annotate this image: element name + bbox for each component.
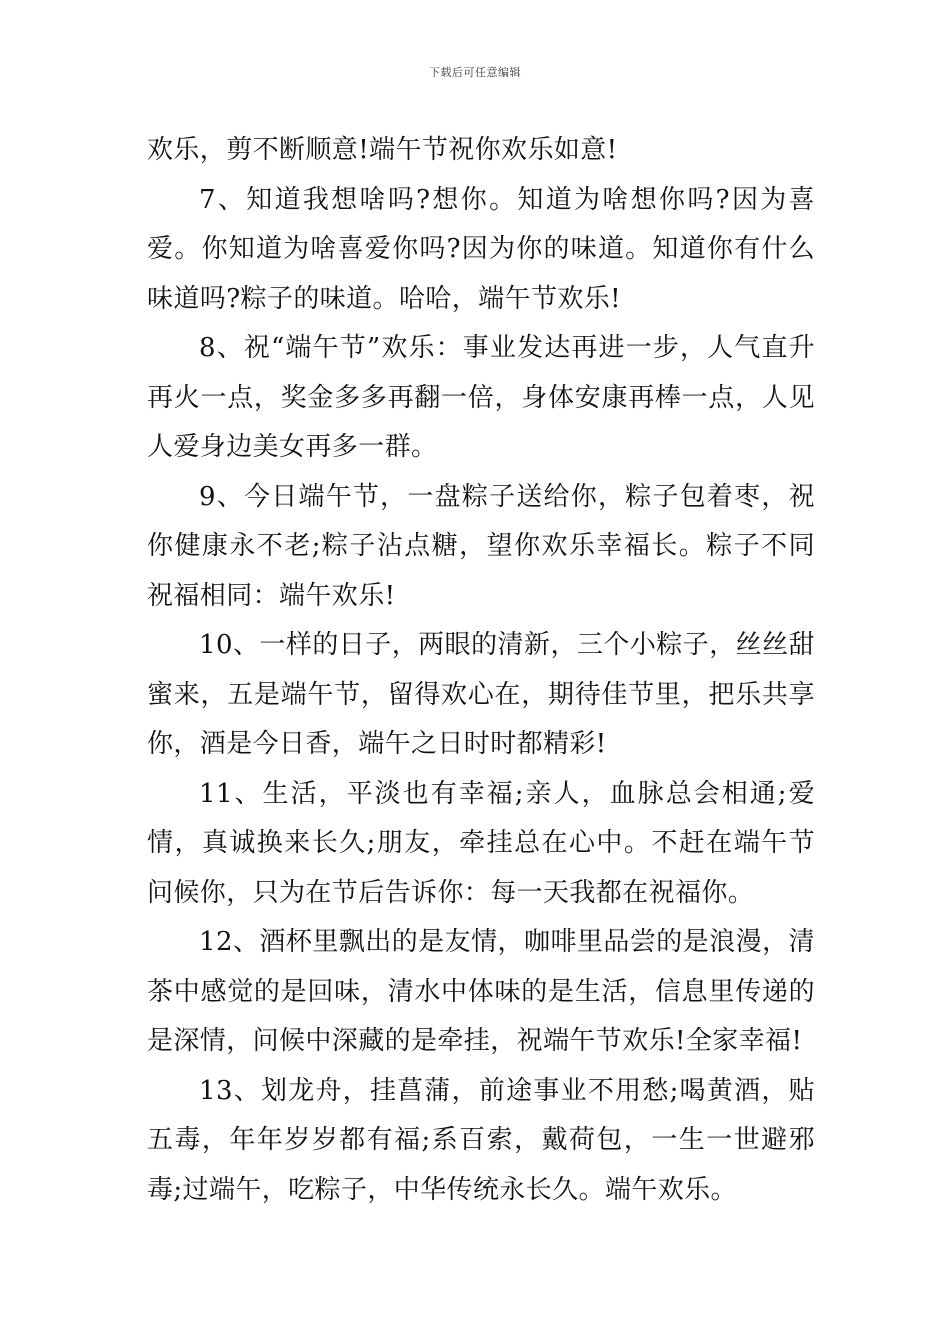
paragraph-item-9: 9、今日端午节，一盘粽子送给你，粽子包着枣，祝你健康永不老;粽子沾点糖，望你欢乐幸福长。粽子不同祝福相同：端午欢乐! bbox=[147, 481, 815, 611]
document-body bbox=[147, 126, 815, 1215]
paragraph-item-11: 11、生活，平淡也有幸福;亲人，血脉总会相通;爱情，真诚换来长久;朋友，牵挂总在心中。不赶在端午节问候你，只为在节后告诉你：每一天我都在祝福你。 bbox=[147, 778, 815, 908]
paragraph-item-8: 8、祝“端午节”欢乐：事业发达再进一步，人气直升再火一点，奖金多多再翻一倍，身体安康再棒一点，人见人爱身边美女再多一群。 bbox=[147, 333, 815, 462]
paragraph-item-10: 10、一样的日子，两眼的清新，三个小粽子，丝丝甜蜜来，五是端午节，留得欢心在，期待佳节里，把乐共享你，酒是今日香，端午之日时时都精彩! bbox=[147, 630, 815, 759]
page-header: 下载后可任意编辑 bbox=[429, 66, 521, 79]
paragraph-continuation: 欢乐，剪不断顺意!端午节祝你欢乐如意! bbox=[147, 135, 618, 165]
paragraph-item-13: 13、划龙舟，挂菖蒲，前途事业不用愁;喝黄酒，贴五毒，年年岁岁都有福;系百索，戴荷包，一生一世避邪毒;过端午，吃粽子，中华传统永长久。端午欢乐。 bbox=[147, 1075, 815, 1205]
paragraph-item-12: 12、酒杯里飘出的是友情，咖啡里品尝的是浪漫，清茶中感觉的是回味，清水中体味的是生活，信息里传递的是深情，问候中深藏的是牵挂，祝端午节欢乐!全家幸福! bbox=[147, 927, 815, 1056]
paragraph-item-7: 7、知道我想啥吗?想你。知道为啥想你吗?因为喜爱。你知道为啥喜爱你吗?因为你的味道。知道你有什么味道吗?粽子的味道。哈哈，端午节欢乐! bbox=[147, 184, 815, 314]
